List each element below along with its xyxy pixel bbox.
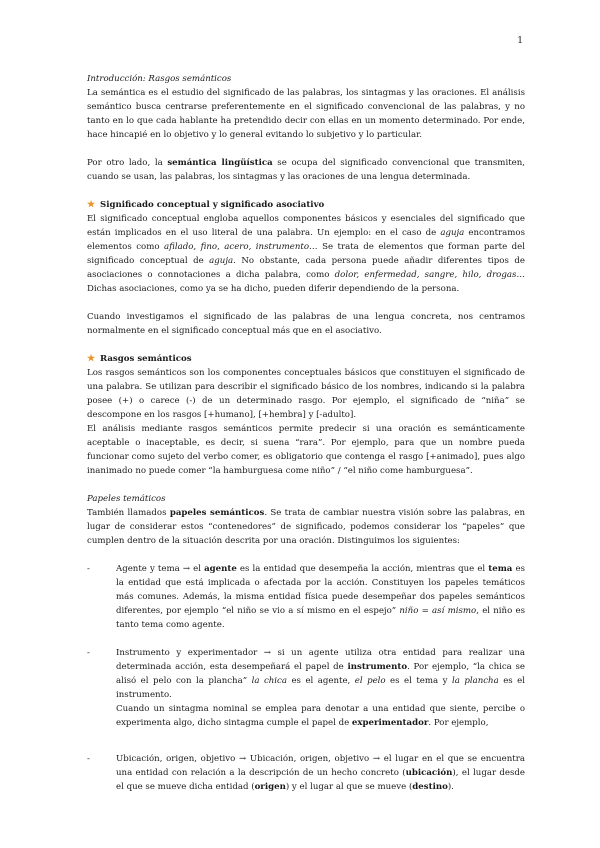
list-bullet: - [87,564,90,574]
papeles-title: Papeles temáticos [87,494,166,504]
star-icon: ★ [87,354,96,364]
significado-paragraph-2: Cuando investigamos el significado de las palabras de una lengua concreta, nos centramos normalmente en el significado conceptual más que en el asociativo. [87,312,525,336]
list-item-ubicacion: - Ubicación, origen, objetivo → Ubicación, origen, objetivo → el lugar en el que se encuentra una entidad con relación a la descripción de un hecho concreto (ubicación), el lugar desde el que se mueve dicha entidad (origen) y el lugar al que se mueve (destino). [87,754,525,792]
list-item-instrumento: - Instrumento y experimentador → si un agente utiliza otra entidad para realizar una determinada acción, esta desempeñará el papel de instrumento. Por ejemplo, “la chica se alisó el pelo con la plancha” la chica es el agente, el pelo es el tema y la plancha es el instrumento. Cuando un sintagma nominal se emplea para denotar a una entidad que siente, percibe o experimenta algo, dicho sintagma cumple el papel de experimentador. Por ejemplo, [87,648,526,728]
rasgos-paragraph-1: Los rasgos semánticos son los componentes conceptuales básicos que constituyen el significado de una palabra. Se utilizan para describir el significado básico de los nombres, indicando si la palabra posee (+) o carece (-) de un determinado rasgo. Por ejemplo, el significado de “niña” se descompone en los rasgos [+humano], [+hembra] y [-adulto]. [87,368,525,420]
section-heading-significado: ★ Significado conceptual y significado asociativo [87,200,325,210]
papeles-paragraph-1: También llamados papeles semánticos. Se trata de cambiar nuestra visión sobre las palabras, en lugar de considerar estos “contenedores” de significado, podemos considerar los “papeles” que cumplen dentro de la situación descrita por una oración. Distinguimos los siguientes: [87,508,525,546]
intro-paragraph-2: Por otro lado, la semántica lingüística se ocupa del significado convencional que transmiten, cuando se usan, las palabras, los sintagmas y las oraciones de una lengua determinada. [87,158,526,182]
rasgos-paragraph-2: El análisis mediante rasgos semánticos permite predecir si una oración es semánticamente aceptable o inaceptable, es decir, si suena “rara”. Por ejemplo, para que un nombre pueda funcionar como sujeto del verbo comer, es obligatorio que contenga el rasgo [+animado], pues algo inanimado no puede comer “la hamburguesa come niño” / “el niño come hamburguesa”. [87,424,525,476]
section-heading-rasgos: ★ Rasgos semánticos [87,354,192,364]
list-item-agente-tema: - Agente y tema → el agente es la entidad que desempeña la acción, mientras que el tema es la entidad que está implicada o afectada por la acción. Constituyen los papeles temáticos más comunes. Además, la misma entidad física puede desempeñar dos papeles semánticos diferentes, por ejemplo “el niño se vio a sí mismo en el espejo” niño = así mismo, el niño es tanto tema como agente. [87,564,525,630]
list-bullet: - [87,754,90,764]
page-number: 1 [517,36,523,46]
document-body [87,72,525,794]
star-icon: ★ [87,200,96,210]
intro-title: Introducción: Rasgos semánticos [87,74,232,84]
significado-paragraph-1: El significado conceptual engloba aquellos componentes básicos y esenciales del significado que están implicados en el uso literal de una palabra. Un ejemplo: en el caso de aguja encontramos elementos como afilado, fino, acero, instrumento… Se trata de elementos que forman parte del significado conceptual de aguja. No obstante, cada persona puede añadir diferentes tipos de asociaciones o connotaciones a dicha palabra, como dolor, enfermedad, sangre, hilo, drogas… Dichas asociaciones, como ya se ha dicho, pueden diferir dependiendo de la persona. [87,214,525,294]
intro-paragraph-1: La semántica es el estudio del significado de las palabras, los sintagmas y las oraciones. El análisis semántico busca centrarse preferentemente en el significado convencional de las palabras, y no tanto en lo que cada hablante ha pretendido decir con ellas en un momento determinado. Por ende, hace hincapié en lo objetivo y lo general evitando lo subjetivo y lo particular. [87,88,525,140]
list-bullet: - [87,648,90,658]
